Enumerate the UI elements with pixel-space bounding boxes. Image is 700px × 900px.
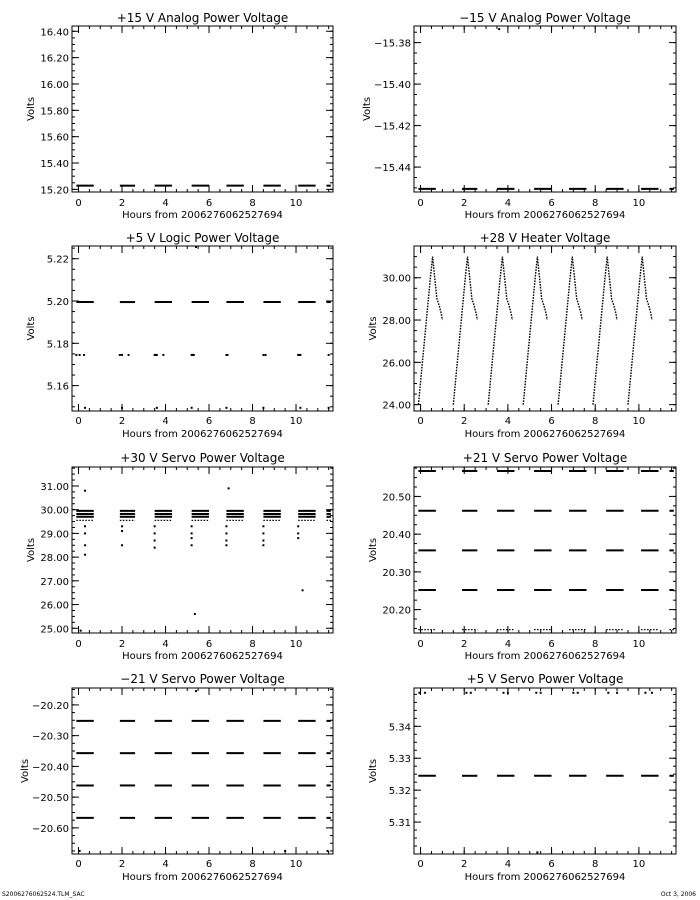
data-point — [424, 692, 426, 694]
data-point — [302, 589, 304, 591]
x-axis-label: Hours from 2006276062527694 — [122, 651, 283, 662]
x-axis-label: Hours from 2006276062527694 — [122, 872, 283, 883]
y-tick-label: 5.18 — [46, 339, 69, 351]
plot-frame — [414, 688, 676, 854]
plot-frame — [72, 246, 333, 411]
data-point — [262, 407, 264, 409]
data-point — [121, 530, 123, 532]
data-point — [498, 28, 500, 30]
y-tick-label: 16.20 — [40, 53, 69, 65]
y-tick-label: 5.32 — [388, 786, 411, 798]
data-point — [616, 692, 618, 694]
y-tick-label: 5.34 — [388, 722, 411, 734]
x-tick-label: 8 — [249, 198, 256, 209]
data-point — [418, 692, 420, 694]
y-tick-label: 26.00 — [40, 600, 69, 612]
data-point — [195, 246, 197, 248]
data-point — [191, 544, 193, 546]
x-tick-label: 10 — [289, 416, 303, 427]
chart-panel-7 — [20, 672, 333, 883]
heater-cycle-trace — [628, 257, 652, 405]
x-tick-label: 0 — [417, 416, 424, 427]
data-point — [262, 525, 264, 527]
footer-date: Oct 3, 2006 — [660, 891, 696, 898]
chart-title: +5 V Logic Power Voltage — [125, 231, 280, 245]
x-tick-label: 10 — [632, 198, 646, 209]
y-axis-label: Volts — [362, 96, 373, 122]
chart-title: +21 V Servo Power Voltage — [462, 451, 628, 465]
data-point — [191, 532, 193, 534]
data-point — [328, 354, 330, 356]
y-axis-label: Volts — [368, 537, 379, 563]
plot-frame — [414, 26, 676, 192]
x-tick-label: 4 — [504, 639, 512, 650]
x-axis-label: Hours from 2006276062527694 — [122, 210, 283, 221]
heater-cycle-trace — [418, 257, 442, 405]
data-point — [328, 407, 330, 409]
y-tick-label: −20.20 — [31, 700, 69, 712]
y-tick-label: 29.00 — [40, 529, 69, 541]
data-point — [156, 407, 158, 409]
x-tick-label: 8 — [592, 639, 599, 650]
data-point — [121, 544, 123, 546]
y-tick-label: 15.20 — [40, 185, 69, 197]
y-axis-label: Volts — [368, 758, 379, 784]
data-point — [191, 407, 193, 409]
x-axis-label: Hours from 2006276062527694 — [122, 429, 283, 440]
chart-panel-3 — [26, 231, 333, 440]
data-point — [195, 690, 197, 692]
data-point — [119, 354, 121, 356]
y-tick-label: 5.22 — [46, 254, 69, 266]
x-tick-label: 6 — [548, 639, 555, 650]
x-tick-label: 10 — [289, 639, 303, 650]
data-point — [154, 525, 156, 527]
data-point — [651, 692, 653, 694]
y-tick-label: 15.40 — [40, 159, 69, 171]
chart-panel-5 — [26, 451, 333, 662]
x-tick-label: 4 — [504, 416, 512, 427]
x-tick-label: 10 — [289, 198, 303, 209]
data-point — [265, 354, 267, 356]
x-tick-label: 6 — [205, 639, 213, 650]
heater-cycle-trace — [593, 257, 617, 405]
y-tick-label: 16.00 — [40, 79, 69, 91]
x-axis-label: Hours from 2006276062527694 — [464, 210, 626, 221]
x-tick-label: 8 — [249, 416, 256, 427]
plot-frame — [72, 467, 333, 633]
x-tick-label: 2 — [118, 416, 126, 427]
y-axis-label: Volts — [26, 316, 37, 341]
data-point — [503, 692, 505, 694]
x-tick-label: 8 — [249, 639, 256, 650]
y-tick-label: 28.00 — [40, 553, 69, 565]
chart-panel-4 — [368, 231, 676, 440]
y-tick-label: −20.40 — [31, 762, 69, 774]
data-point — [84, 525, 86, 527]
data-point — [162, 354, 164, 356]
y-tick-label: 28.00 — [382, 316, 411, 328]
x-tick-label: 8 — [592, 859, 599, 870]
x-tick-label: 10 — [632, 639, 646, 650]
chart-title: +5 V Servo Power Voltage — [466, 672, 624, 686]
x-tick-label: 8 — [249, 859, 256, 870]
data-point — [79, 354, 81, 356]
data-point — [572, 692, 574, 694]
y-tick-label: −15.38 — [373, 38, 411, 50]
y-tick-label: −15.44 — [373, 163, 411, 175]
data-point — [75, 354, 77, 356]
data-point — [227, 354, 229, 356]
x-tick-label: 2 — [461, 198, 468, 209]
x-tick-label: 6 — [548, 416, 555, 427]
data-point — [84, 532, 86, 534]
y-tick-label: 25.00 — [40, 624, 69, 636]
x-tick-label: 6 — [548, 859, 555, 870]
chart-panel-8 — [368, 672, 676, 883]
x-tick-label: 4 — [162, 639, 169, 650]
data-point — [262, 544, 264, 546]
data-point — [84, 407, 86, 409]
heater-cycle-trace — [453, 257, 477, 405]
x-tick-label: 6 — [548, 198, 555, 209]
x-tick-label: 6 — [205, 198, 213, 209]
data-point — [194, 613, 196, 615]
y-axis-label: Volts — [368, 316, 379, 341]
x-tick-label: 2 — [118, 859, 126, 870]
x-tick-label: 10 — [289, 859, 303, 870]
x-tick-label: 2 — [461, 639, 468, 650]
y-tick-label: 26.00 — [382, 358, 411, 370]
chart-panel-2 — [362, 11, 676, 221]
data-point — [154, 547, 156, 549]
data-point — [297, 532, 299, 534]
plot-frame — [72, 688, 333, 854]
data-point — [154, 540, 156, 542]
data-point — [154, 532, 156, 534]
x-tick-label: 0 — [75, 416, 82, 427]
x-axis-label: Hours from 2006276062527694 — [464, 651, 626, 662]
chart-title: −15 V Analog Power Voltage — [459, 11, 631, 25]
footer-source-file: S2006276062524.TLM_SAC — [2, 891, 85, 898]
data-point — [191, 537, 193, 539]
heater-cycle-trace — [488, 257, 512, 405]
data-point — [225, 544, 227, 546]
y-tick-label: 20.50 — [382, 492, 411, 504]
data-point — [128, 354, 130, 356]
chart-panel-6 — [368, 451, 676, 662]
data-point — [536, 851, 538, 853]
x-axis-label: Hours from 2006276062527694 — [464, 872, 626, 883]
data-point — [83, 354, 85, 356]
data-point — [193, 354, 195, 356]
data-point — [299, 407, 301, 409]
y-tick-label: 5.20 — [46, 297, 69, 308]
y-tick-label: −15.42 — [373, 121, 411, 133]
x-tick-label: 8 — [592, 198, 599, 209]
heater-cycle-trace — [558, 257, 582, 405]
data-point — [121, 525, 123, 527]
data-point — [607, 692, 609, 694]
data-point — [297, 537, 299, 539]
y-tick-label: 24.00 — [382, 400, 411, 412]
y-tick-label: 31.00 — [40, 481, 69, 493]
x-tick-label: 0 — [75, 198, 82, 209]
x-tick-label: 10 — [632, 859, 646, 870]
data-point — [121, 407, 123, 409]
x-tick-label: 0 — [75, 639, 82, 650]
x-tick-label: 0 — [417, 859, 424, 870]
data-point — [299, 354, 301, 356]
x-tick-label: 4 — [162, 198, 169, 209]
x-tick-label: 0 — [417, 639, 424, 650]
chart-title: −21 V Servo Power Voltage — [120, 672, 285, 686]
y-axis-label: Volts — [26, 537, 37, 563]
x-tick-label: 4 — [504, 859, 512, 870]
y-tick-label: 15.60 — [40, 132, 69, 144]
y-tick-label: 16.40 — [40, 27, 69, 39]
y-axis-label: Volts — [26, 96, 37, 122]
data-point — [262, 540, 264, 542]
data-point — [644, 692, 646, 694]
x-tick-label: 4 — [162, 416, 169, 427]
plot-frame — [72, 26, 333, 192]
chart-title: +15 V Analog Power Voltage — [116, 11, 289, 25]
data-point — [470, 692, 472, 694]
data-point — [262, 354, 264, 356]
y-tick-label: −20.50 — [31, 793, 69, 805]
data-point — [84, 490, 86, 492]
x-tick-label: 10 — [632, 416, 646, 427]
y-tick-label: −20.30 — [31, 731, 69, 743]
data-point — [79, 850, 81, 852]
y-axis-label: Volts — [20, 758, 31, 784]
y-tick-label: 27.00 — [40, 576, 69, 588]
data-point — [84, 544, 86, 546]
data-point — [507, 692, 509, 694]
plot-frame — [414, 246, 676, 411]
data-point — [465, 692, 467, 694]
x-tick-label: 2 — [461, 416, 468, 427]
data-point — [228, 487, 230, 489]
chart-panel-1 — [26, 11, 333, 221]
data-point — [297, 525, 299, 527]
y-tick-label: 5.31 — [388, 818, 411, 830]
y-tick-label: 20.40 — [382, 530, 411, 542]
data-point — [191, 525, 193, 527]
data-point — [540, 692, 542, 694]
data-point — [121, 354, 123, 356]
data-point — [225, 407, 227, 409]
y-tick-label: 5.33 — [388, 754, 411, 766]
x-tick-label: 6 — [205, 416, 213, 427]
x-tick-label: 2 — [461, 859, 468, 870]
data-point — [225, 540, 227, 542]
y-tick-label: 15.80 — [40, 106, 69, 118]
heater-cycle-trace — [523, 257, 547, 405]
data-point — [80, 630, 82, 632]
chart-title: +28 V Heater Voltage — [479, 231, 611, 245]
data-point — [225, 525, 227, 527]
data-point — [84, 554, 86, 556]
data-point — [262, 532, 264, 534]
y-tick-label: 20.30 — [382, 567, 411, 579]
x-axis-label: Hours from 2006276062527694 — [464, 429, 626, 440]
data-point — [284, 850, 286, 852]
x-tick-label: 4 — [162, 859, 169, 870]
y-tick-label: 30.00 — [40, 505, 69, 517]
data-point — [535, 692, 537, 694]
x-tick-label: 6 — [205, 859, 213, 870]
x-tick-label: 2 — [118, 198, 126, 209]
data-point — [577, 692, 579, 694]
y-tick-label: −15.40 — [373, 80, 411, 92]
x-tick-label: 4 — [504, 198, 512, 209]
y-tick-label: 20.20 — [382, 605, 411, 617]
y-tick-label: 30.00 — [382, 273, 411, 285]
x-tick-label: 8 — [592, 416, 599, 427]
y-tick-label: 5.16 — [46, 381, 69, 393]
x-tick-label: 2 — [118, 639, 126, 650]
x-tick-label: 0 — [75, 859, 82, 870]
data-point — [327, 850, 329, 852]
chart-title: +30 V Servo Power Voltage — [120, 451, 285, 465]
x-tick-label: 0 — [417, 198, 424, 209]
data-point — [225, 532, 227, 534]
data-point — [156, 354, 158, 356]
y-tick-label: −20.60 — [31, 823, 69, 835]
